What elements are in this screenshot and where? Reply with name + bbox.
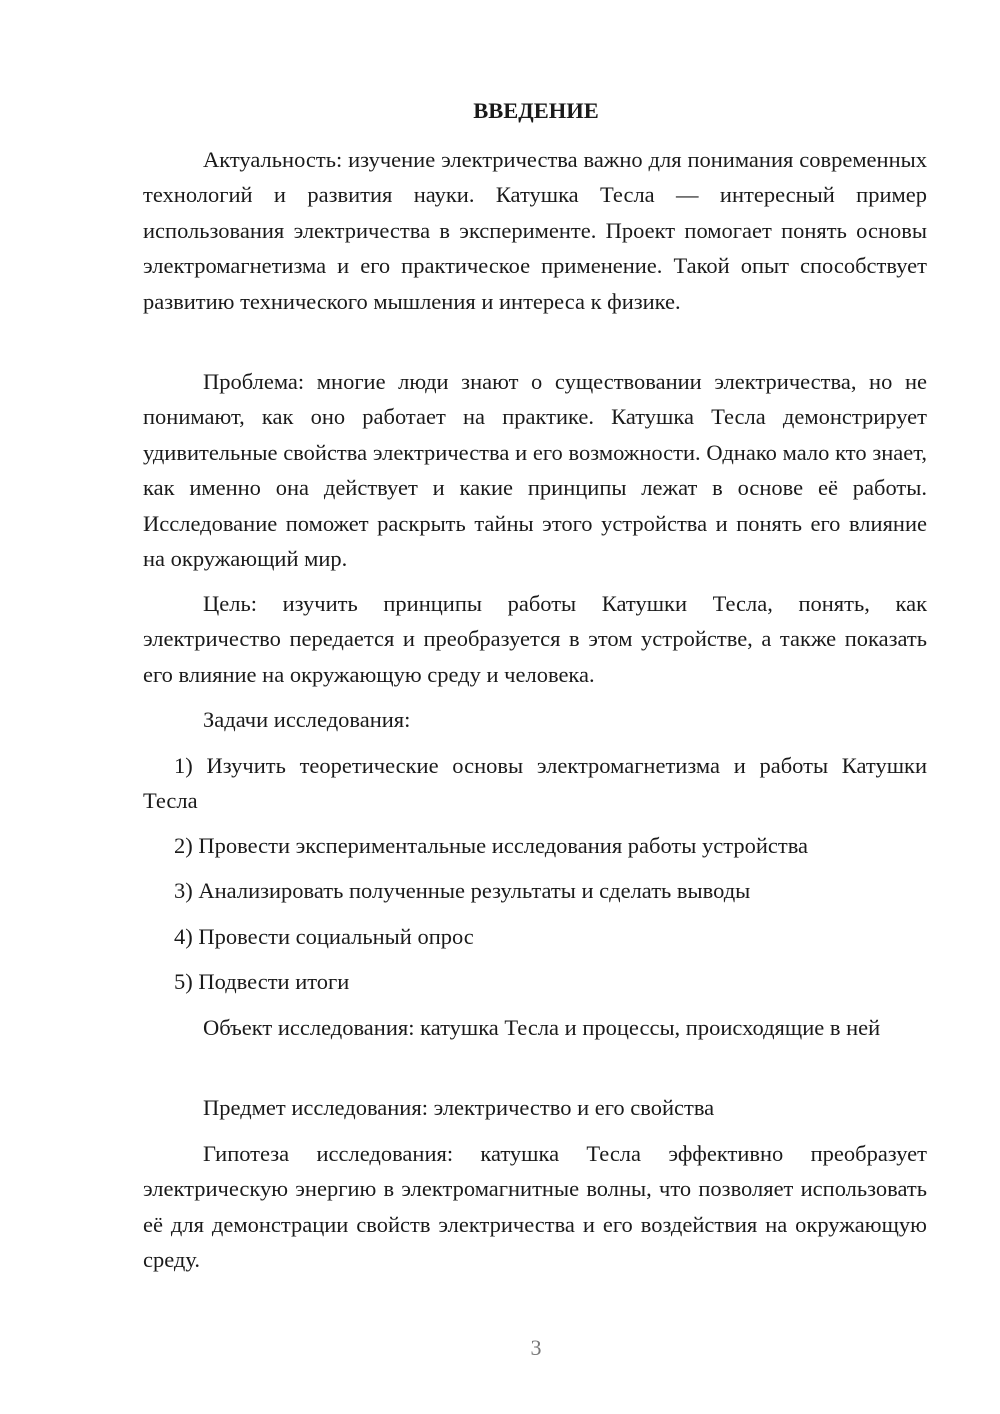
- paragraph-object: Объект исследования: катушка Тесла и процессы, происходящие в ней: [203, 1015, 881, 1040]
- task-item-1: 1) Изучить теоретические основы электромагнетизма и работы Катушки Тесла: [143, 753, 927, 814]
- tasks-heading: Задачи исследования:: [203, 707, 411, 732]
- paragraph-problem: Проблема: многие люди знают о существовании электричества, но не понимают, как оно работает на практике. Катушка Тесла демонстрирует удивительные свойства электричества и его возможности. Однако мало кто знает, как именно она действует и какие принципы лежат в основе её работы. Исследование поможет раскрыть тайны этого устройства и понять его влияние на окружающий мир.: [143, 369, 927, 572]
- paragraph-subject: Предмет исследования: электричество и его свойства: [203, 1095, 715, 1120]
- paragraph-relevance: Актуальность: изучение электричества важно для понимания современных технологий и развития науки. Катушка Тесла — интересный пример использования электричества в эксперименте. Проект помогает понять основы электромагнетизма и его практическое применение. Такой опыт способствует развитию технического мышления и интереса к физике.: [143, 147, 927, 314]
- page-number: 3: [530, 1335, 542, 1360]
- task-item-2: 2) Провести экспериментальные исследования работы устройства: [174, 833, 809, 858]
- task-item-5: 5) Подвести итоги: [174, 969, 350, 994]
- paragraph-hypothesis: Гипотеза исследования: катушка Тесла эффективно преобразует электрическую энергию в электромагнитные волны, что позволяет использовать её для демонстрации свойств электричества и его воздействия на окружающую среду.: [143, 1141, 927, 1273]
- task-item-4: 4) Провести социальный опрос: [174, 924, 474, 949]
- section-title: ВВЕДЕНИЕ: [473, 98, 599, 123]
- paragraph-goal: Цель: изучить принципы работы Катушки Тесла, понять, как электричество передается и преобразуется в этом устройстве, а также показать его влияние на окружающую среду и человека.: [143, 591, 927, 687]
- task-item-3: 3) Анализировать полученные результаты и сделать выводы: [174, 878, 751, 903]
